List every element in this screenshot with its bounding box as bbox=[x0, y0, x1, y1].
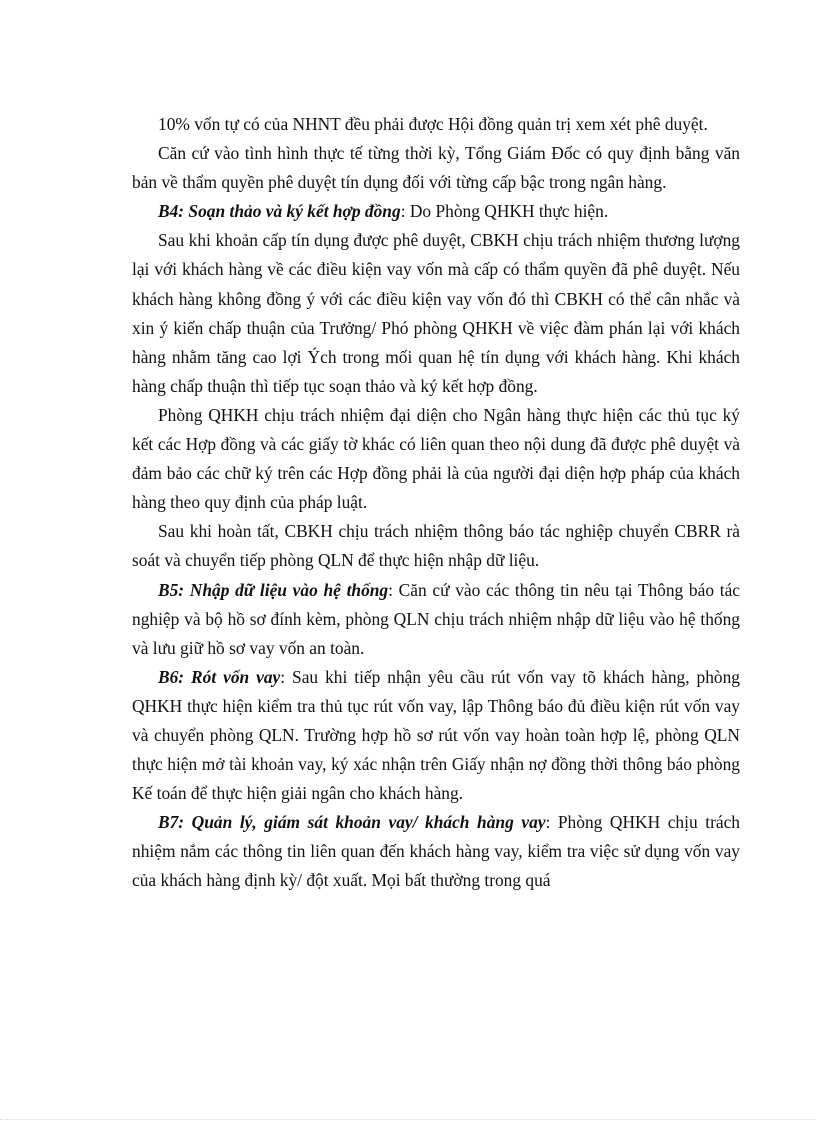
paragraph-step-b4 bbox=[132, 197, 740, 226]
paragraph-text: Sau khi hoàn tất, CBKH chịu trách nhiệm thông báo tác nghiệp chuyển CBRR rà soát và chuyển tiếp phòng QLN để thực hiện nhập dữ liệu. bbox=[132, 521, 740, 571]
page-bottom-divider bbox=[0, 1119, 816, 1120]
step-heading-b6: B6: Rót vốn vay bbox=[158, 666, 281, 687]
paragraph-step-b5 bbox=[132, 576, 740, 663]
paragraph-text: Phòng QHKH chịu trách nhiệm đại diện cho Ngân hàng thực hiện các thủ tục ký kết các Hợp đồng và các giấy tờ khác có liên quan theo nội dung đã được phê duyệt và đảm bảo các chữ ký trên các Hợp đồng phải là của người đại diện hợp pháp của khách hàng theo quy định của pháp luật. bbox=[132, 404, 740, 513]
paragraph-text: : Sau khi tiếp nhận yêu cầu rút vốn vay tõ khách hàng, phòng QHKH thực hiện kiểm tra thủ tục rút vốn vay, lập Thông báo đủ điều kiện rút vốn vay và chuyển phòng QLN. Trường hợp hồ sơ rút vốn vay hoàn toàn hợp lệ, phòng QLN thực hiện mở tài khoản vay, ký xác nhận trên Giấy nhận nợ đồng thời thông báo phòng Kế toán để thực hiện giải ngân cho khách hàng. bbox=[132, 666, 740, 804]
step-heading-b7: B7: Quản lý, giám sát khoản vay/ khách hàng vay bbox=[158, 812, 546, 833]
paragraph-approval-authority bbox=[132, 139, 740, 197]
paragraph-step-b7 bbox=[132, 808, 740, 895]
document-page bbox=[132, 110, 740, 896]
paragraph-signing bbox=[132, 401, 740, 517]
paragraph-step-b6 bbox=[132, 663, 740, 808]
step-heading-b4: B4: Soạn thảo và ký kết hợp đồng bbox=[158, 201, 401, 222]
paragraph-text: : Căn cứ vào các thông tin nêu tại Thông báo tác nghiệp và bộ hồ sơ đính kèm, phòng QLN chịu trách nhiệm nhập dữ liệu vào hệ thống và lưu giữ hồ sơ vay vốn an toàn. bbox=[132, 579, 741, 658]
paragraph-approval-threshold bbox=[132, 110, 740, 139]
paragraph-text: : Phòng QHKH chịu trách nhiệm nắm các thông tin liên quan đến khách hàng vay, kiểm tra việc sử dụng vốn vay của khách hàng định kỳ/ đột xuất. Mọi bất thường trong quá bbox=[132, 812, 740, 891]
paragraph-text: Sau khi khoản cấp tín dụng được phê duyệt, CBKH chịu trách nhiệm thương lượng lại với khách hàng về các điều kiện vay vốn mà cấp có thẩm quyền đã phê duyệt. Nếu khách hàng không đồng ý với các điều kiện vay vốn đó thì CBKH có thể cân nhắc và xin ý kiến chấp thuận của Trưởng/ Phó phòng QHKH về việc đàm phán lại với khách hàng nhằm tăng cao lợi Ých trong mối quan hệ tín dụng với khách hàng. Khi khách hàng chấp thuận thì tiếp tục soạn thảo và ký kết hợp đồng. bbox=[132, 230, 740, 396]
paragraph-negotiation bbox=[132, 226, 740, 401]
paragraph-text: 10% vốn tự có của NHNT đều phải được Hội đồng quản trị xem xét phê duyệt. bbox=[158, 114, 708, 134]
step-heading-b5: B5: Nhập dữ liệu vào hệ thống bbox=[158, 579, 389, 600]
paragraph-text: : Do Phòng QHKH thực hiện. bbox=[400, 201, 609, 222]
paragraph-handover bbox=[132, 517, 740, 575]
paragraph-text: Căn cứ vào tình hình thực tế từng thời kỳ, Tổng Giám Đốc có quy định bằng văn bản về thẩm quyền phê duyệt tín dụng đối với từng cấp bậc trong ngân hàng. bbox=[132, 143, 740, 193]
